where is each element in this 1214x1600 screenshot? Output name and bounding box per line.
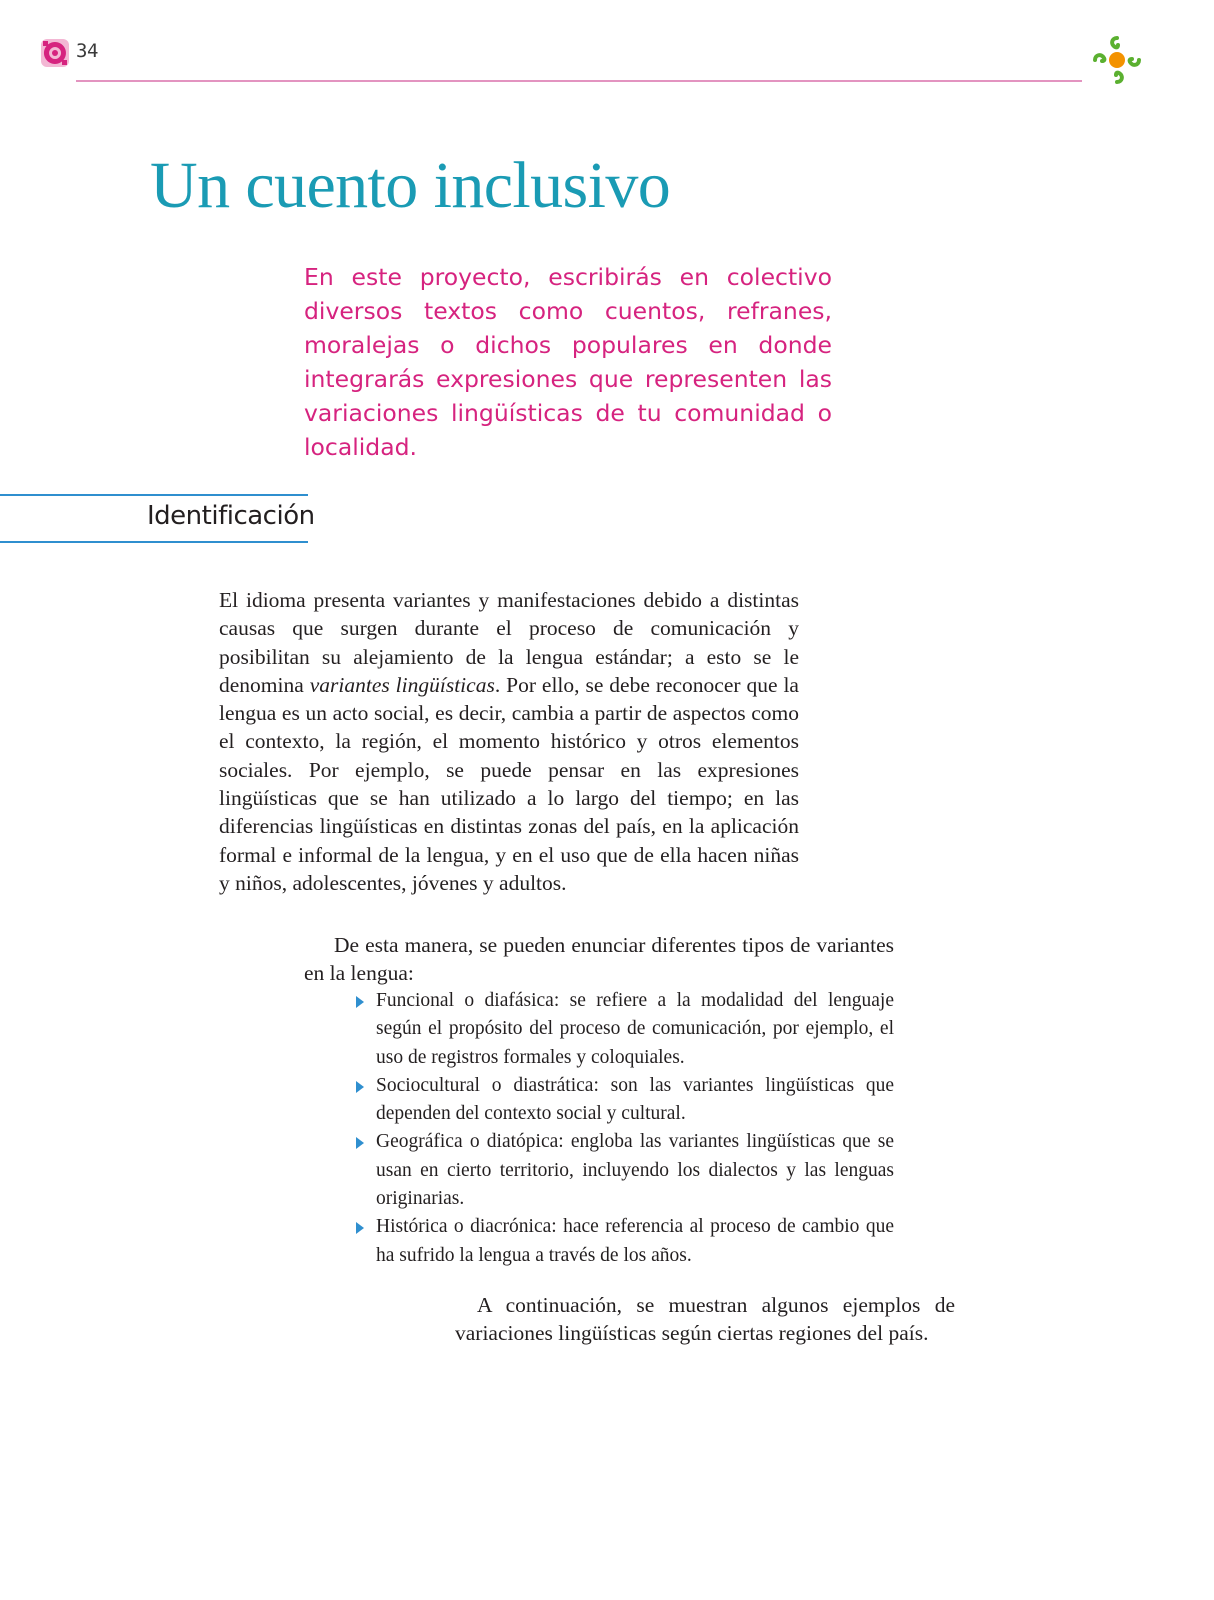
page-title: Un cuento inclusivo [150,149,671,222]
para1-text-start: El idioma presenta variantes y manifestaciones debido a distintas causas que surgen durante el proceso de comunicación y posibilitan su alejamiento de la lengua estándar; a esto se le denomina [219,588,799,697]
page-number: 34 [76,40,98,62]
variant-types-list [356,987,894,1270]
triangle-bullet-icon [356,1222,364,1234]
triangle-bullet-icon [356,1081,364,1093]
triangle-bullet-icon [356,996,364,1008]
list-item-text: Funcional o diafásica: se refiere a la modalidad del lenguaje según el propósito del proceso de comunicación, por ejemplo, el uso de registros formales y coloquiales. [376,990,894,1068]
list-item-text: Geográfica o diatópica: engloba las variantes lingüísticas que se usan en cierto territorio, incluyendo los dialectos y las lenguas originarias. [376,1131,894,1210]
intro-paragraph: En este proyecto, escribirás en colectivo diversos textos como cuentos, refranes, moralejas o dichos populares en donde integrarás expresiones que representen las variaciones lingüísticas de tu comunidad o localidad. [304,263,832,461]
list-item [356,1213,894,1270]
list-item [356,1072,894,1129]
list-item [356,987,894,1072]
list-item-text: Histórica o diacrónica: hace referencia al proceso de cambio que ha sufrido la lengua a través de los años. [376,1216,894,1266]
body-paragraph-1 [219,586,799,897]
list-item-text: Sociocultural o diastrática: son las variantes lingüísticas que dependen del contexto social y cultural. [376,1074,894,1125]
header-rule [76,80,1082,82]
flower-logo-icon [1090,34,1144,86]
body-paragraph-3: A continuación, se muestran algunos ejemplos de variaciones lingüísticas según ciertas regiones del país. [455,1293,955,1346]
page-glyph-icon [40,38,70,68]
section-rule-top [0,494,308,496]
para1-text-end: . Por ello, se debe reconocer que la lengua es un acto social, es decir, cambia a partir de aspectos como el contexto, la región, el momento histórico y otros elementos sociales. Por ejemplo, se puede pensar en las expresiones lingüísticas que se han utilizado a lo largo del tiempo; en las diferencias lingüísticas en distintas zonas del país, en la aplicación formal e informal de la lengua, y en el uso que de ella hacen niñas y niños, adolescentes, jóvenes y adultos. [219,672,799,895]
body-paragraph-2: De esta manera, se pueden enunciar diferentes tipos de variantes en la lengua: [304,933,894,986]
para1-emphasis: variantes lingüísticas [309,672,495,697]
list-item [356,1128,894,1213]
section-rule-bottom [0,541,308,543]
section-heading: Identificación [147,501,315,531]
triangle-bullet-icon [356,1137,364,1149]
